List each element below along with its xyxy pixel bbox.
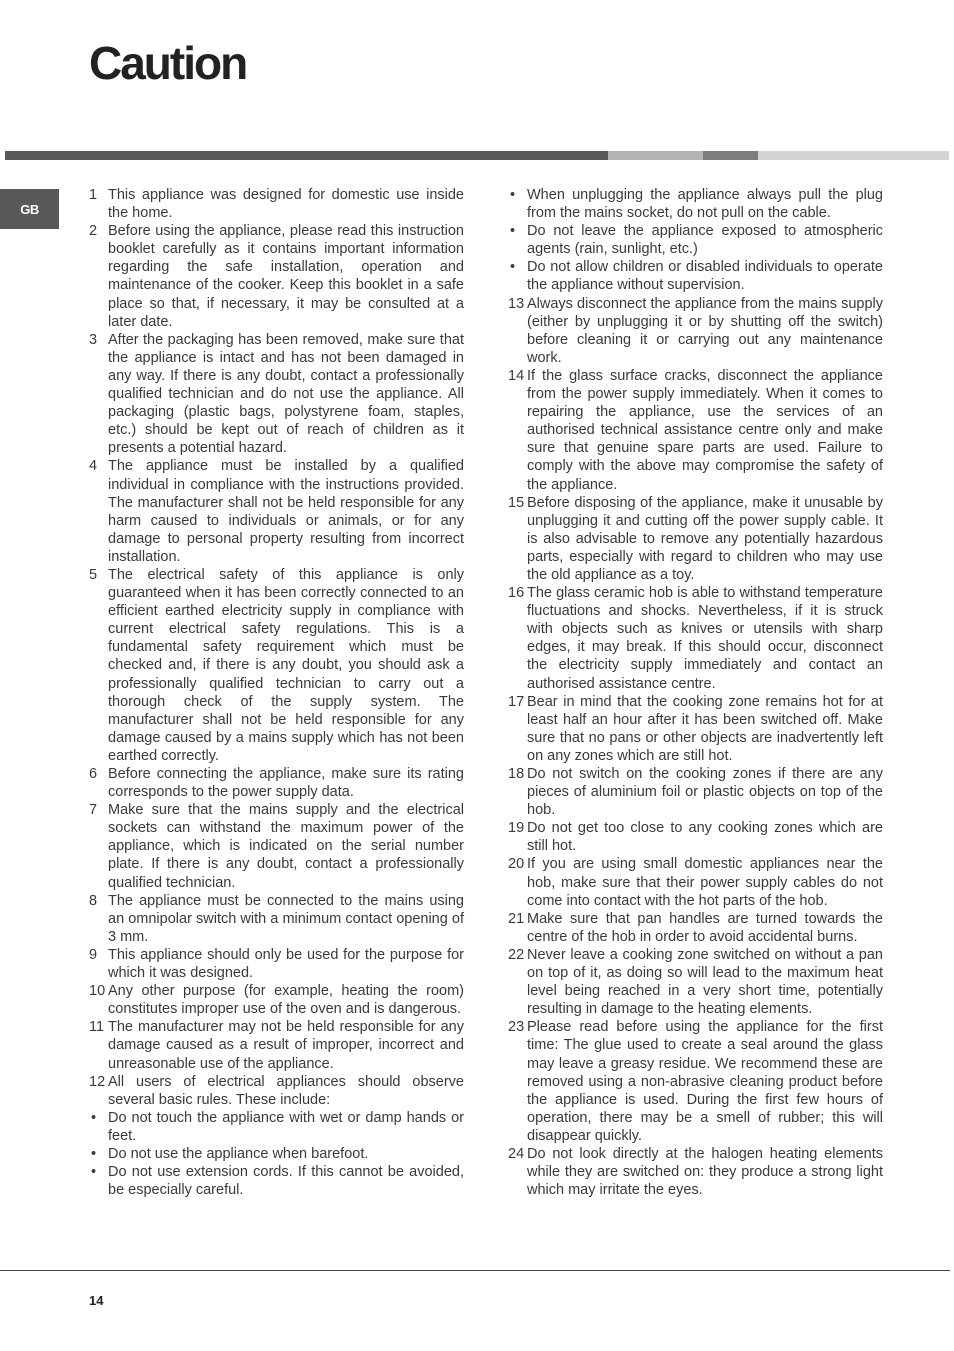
item-text: Do not use the appliance when barefoot. (108, 1145, 369, 1162)
list-item (508, 584, 883, 693)
header-rule-light (608, 151, 703, 160)
footer-rule (0, 1270, 950, 1271)
bullet-marker: • (91, 1164, 97, 1181)
list-item (89, 946, 464, 982)
item-number: 8 (89, 892, 98, 909)
list-item (508, 693, 883, 765)
header-rule-mid (703, 151, 758, 160)
list-item (508, 1018, 883, 1145)
list-item (508, 1145, 883, 1199)
bullet-marker: • (510, 259, 516, 276)
list-item (89, 1018, 464, 1072)
item-text: The appliance must be installed by a qualified individual in compliance with the instructions provided. The manufacturer shall not be held responsible for any harm caused to individuals or animals, or for any damage to personal property resulting from incorrect installation. (108, 458, 464, 565)
header-rule-pale (758, 151, 949, 160)
list-item (89, 1109, 464, 1145)
item-text: If you are using small domestic appliances near the hob, make sure that their power supply cables do not come into contact with the hot parts of the hob. (527, 856, 883, 909)
list-item (508, 494, 883, 584)
list-item (89, 982, 464, 1018)
item-number: 18 (508, 766, 525, 782)
list-item (508, 222, 883, 258)
item-number: 4 (89, 458, 98, 475)
item-text: Any other purpose (for example, heating the room) constitutes improper use of the oven and is dangerous. (108, 983, 464, 1018)
list-item (508, 910, 883, 946)
item-number: 11 (89, 1019, 105, 1036)
list-item (508, 855, 883, 909)
item-number: 17 (508, 693, 525, 710)
header-rule-dark (5, 151, 608, 160)
list-item (89, 186, 464, 222)
list-item (508, 258, 883, 294)
item-number: 16 (508, 585, 525, 602)
item-text: Before using the appliance, please read this instruction booklet carefully as it contains important information regarding the safe installation, operation and maintenance of the cooker. Keep this booklet in a safe place so that, if necessary, it may be consulted at a later date. (108, 223, 464, 330)
bullet-marker: • (510, 223, 516, 240)
list-item (89, 1073, 464, 1109)
item-number: 7 (89, 802, 98, 819)
item-text: Do not get too close to any cooking zones which are still hot. (527, 820, 883, 855)
item-text: When unplugging the appliance always pull the plug from the mains socket, do not pull on the cable. (527, 187, 883, 222)
item-text: Do not touch the appliance with wet or damp hands or feet. (108, 1109, 464, 1144)
item-number: 9 (89, 946, 98, 963)
item-number: 5 (89, 566, 98, 583)
item-text: The electrical safety of this appliance is only guaranteed when it has been correctly connected to an efficient earthed electricity supply in compliance with current electrical safety regulations. This is a fundamental safety requirement which must be checked and, if there is any doubt, you should ask a professionally qualified technician to carry out a thorough check of the supply system. The manufacturer shall not be held responsible for any damage caused by a mains supply which has not been earthed correctly. (108, 566, 464, 764)
item-text: Do not use extension cords. If this cannot be avoided, be especially careful. (108, 1164, 464, 1199)
list-item (508, 946, 883, 1018)
list-item (89, 331, 464, 458)
right-column (508, 186, 883, 1199)
item-text: This appliance was designed for domestic use inside the home. (108, 187, 464, 222)
item-text: Do not look directly at the halogen heating elements while they are switched on: they produce a strong light which may irritate the eyes. (527, 1145, 883, 1199)
bullet-marker: • (91, 1109, 97, 1126)
item-number: 22 (508, 946, 525, 963)
item-text: Bear in mind that the cooking zone remains hot for at least half an hour after it has been switched off. Make sure that no pans or other objects are inadvertently left on any zones which are still hot. (527, 693, 883, 764)
item-text: This appliance should only be used for the purpose for which it was designed. (108, 946, 464, 982)
item-number: 1 (89, 187, 98, 203)
page-title: Caution (89, 37, 247, 89)
item-number: 10 (89, 983, 106, 1000)
language-tab: GB (0, 189, 59, 229)
item-number: 14 (508, 367, 525, 384)
item-number: 21 (508, 910, 525, 927)
item-number: 24 (508, 1145, 525, 1162)
item-text: Before disposing of the appliance, make it unusable by unplugging it and cutting off the power supply cable. It is also advisable to remove any potentially hazardous parts, especially with regard to children who may use the old appliance as a toy. (527, 494, 883, 583)
list-item (89, 566, 464, 765)
item-number: 6 (89, 766, 98, 782)
list-item (508, 819, 883, 855)
item-text: The glass ceramic hob is able to withstand temperature fluctuations and shocks. Nevertheless, if it is struck with objects such as knives or utensils with sharp edges, it may break. If this should occur, disconnect the electricity supply immediately and contact an authorised assistance centre. (527, 585, 883, 692)
list-item (89, 892, 464, 946)
page-number: 14 (89, 1293, 104, 1308)
item-text: Do not switch on the cooking zones if there are any pieces of aluminium foil or plastic objects on top of the hob. (527, 766, 883, 819)
list-item (89, 801, 464, 891)
item-number: 19 (508, 820, 525, 837)
item-text: All users of electrical appliances should observe several basic rules. These include: (108, 1073, 464, 1108)
left-column (89, 186, 464, 1199)
list-item (508, 186, 883, 222)
list-item (508, 765, 883, 819)
item-text: Never leave a cooking zone switched on without a pan on top of it, as doing so will lead to the maximum heat level being reached in a very short time, potentially resulting in damage to the heating elements. (527, 946, 883, 1018)
item-number: 3 (89, 331, 98, 348)
bullet-marker: • (510, 187, 516, 203)
list-item (89, 1145, 464, 1163)
item-number: 15 (508, 494, 525, 511)
list-item (89, 457, 464, 566)
item-text: Please read before using the appliance for the first time: The glue used to create a seal around the glass may leave a greasy residue. We recommend these are removed using a non-abrasive cleaning product before the appliance is used. During the first few hours of operation, there may be a smell of rubber; this will disappear quickly. (527, 1019, 883, 1144)
item-text: Always disconnect the appliance from the mains supply (either by unplugging it or by shutting off the switch) before cleaning it or carrying out any maintenance work. (527, 295, 883, 366)
list-item (508, 367, 883, 494)
item-text: Make sure that pan handles are turned towards the centre of the hob in order to avoid accidental burns. (527, 910, 883, 945)
item-text: The manufacturer may not be held responsible for any damage caused as a result of improper, incorrect and unreasonable use of the appliance. (108, 1019, 464, 1072)
item-text: Do not leave the appliance exposed to atmospheric agents (rain, sunlight, etc.) (527, 223, 883, 258)
item-text: The appliance must be connected to the mains using an omnipolar switch with a minimum contact opening of 3 mm. (108, 892, 464, 945)
item-number: 12 (89, 1073, 106, 1090)
item-text: If the glass surface cracks, disconnect the appliance from the power supply immediately. When it comes to repairing the appliance, use the services of an authorised technical assistance centre only and make sure that genuine spare parts are used. Failure to comply with the above may compromise the safety of the appliance. (527, 367, 883, 493)
bullet-marker: • (91, 1145, 97, 1162)
item-text: Before connecting the appliance, make sure its rating corresponds to the power supply data. (108, 766, 464, 801)
item-number: 23 (508, 1019, 525, 1036)
list-item (89, 765, 464, 801)
item-text: Make sure that the mains supply and the electrical sockets can withstand the maximum power of the appliance, which is indicated on the serial number plate. If there is any doubt, contact a professionally qualified technician. (108, 802, 464, 891)
item-number: 2 (89, 223, 98, 240)
item-number: 20 (508, 856, 525, 873)
item-text: After the packaging has been removed, make sure that the appliance is intact and has not been damaged in any way. If there is any doubt, contact a professionally qualified technician and do not use the appliance. All packaging (plastic bags, polystyrene foam, staples, etc.) should be kept out of reach of children as it presents a potential hazard. (108, 331, 464, 457)
list-item (508, 295, 883, 367)
item-number: 13 (508, 295, 525, 312)
list-item (89, 222, 464, 331)
item-text: Do not allow children or disabled individuals to operate the appliance without supervision. (527, 259, 883, 294)
list-item (89, 1163, 464, 1199)
